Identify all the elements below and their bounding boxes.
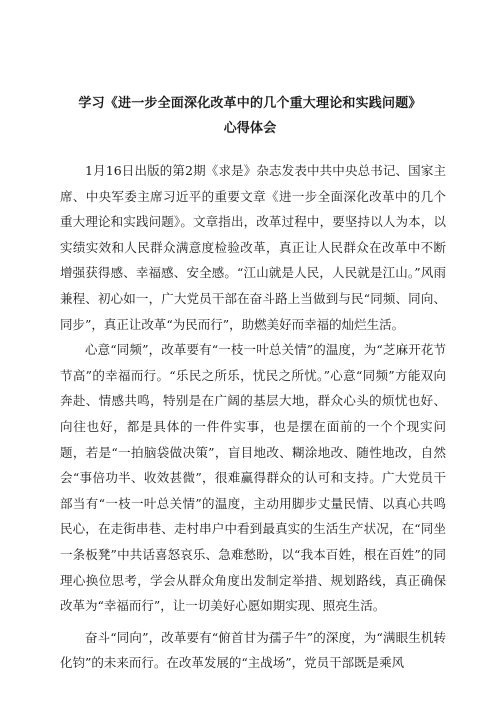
document-subtitle: 心得体会 [223, 121, 277, 136]
paragraph-1: 1月16日出版的第2期《求是》杂志发表中共中央总书记、国家主席、中央军委主席习近平的重要文章《进一步全面深化改革中的几个重大理论和实践问题》。文章指出，改革过程中，要坚持以人为本，以实绩实效和人民群众满意度检验改革，真正让人民群众在改革中不断增强获得感、幸福感、安全感。“江山就是人民，人民就是江山。”风雨兼程、初心如一，广大党员干部在奋斗路上当做到与民“同频、同向、同步”，真正让改革“为民而行”，助燃美好而幸福的灿烂生活。 [60, 163, 446, 332]
document-body [60, 158, 446, 676]
document-title: 学习《进一步全面深化改革中的几个重大理论和实践问题》 [78, 96, 422, 111]
paragraph-3: 奋斗“同向”，改革要有“俯首甘为孺子牛”的深度，为“满眼生机转化钧”的未来而行。在改革发展的“主战场”，党员干部既是乘风 [60, 629, 446, 671]
paragraph-2: 心意“同频”，改革要有“一枝一叶总关情”的温度，为“芝麻开花节节高”的幸福而行。“乐民之所乐，忧民之所忧。”心意“同频”方能双向奔赴、情感共鸣，特别是在广阔的基层大地，群众心头的烦忧也好、向往也好，都是具体的一件件实事，也是摆在面前的一个个现实问题，若是“一拍脑袋做决策”，盲目地改、糊涂地改、随性地改，自然会“事倍功半、收效甚微”，很难赢得群众的认可和支持。广大党员干部当有“一枝一叶总关情”的温度，主动用脚步丈量民情、以真心共鸣民心，在走街串巷、走村串户中看到最真实的生活生产状况，在“同坐一条板凳”中共话喜怒哀乐、急难愁盼，以“我本百姓，根在百姓”的同理心换位思考，学会从群众角度出发制定举措、规划路线，真正确保改革为“幸福而行”，让一切美好心愿如期实现、照亮生活。 [60, 342, 446, 614]
